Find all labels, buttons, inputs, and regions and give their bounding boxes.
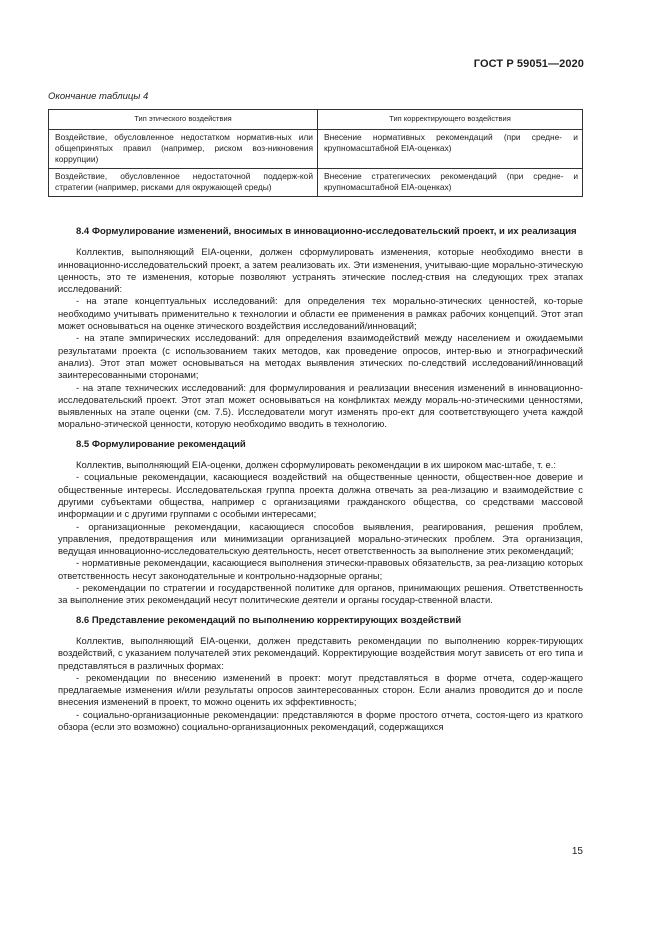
table-header-row (49, 110, 583, 130)
list-item: - социально-организационные рекомендации: представляются в форме простого отчета, состоя-щего из краткого обзора (если это возможно) социально-организационных рекомендаций, содержащихся (58, 708, 583, 732)
table-cell-correction: Внесение стратегических рекомендаций (при средне- и крупномасштабной EIA-оценках) (318, 169, 583, 197)
list-item: - на этапе концептуальных исследований: для определения тех морально-этических ценностей, ко-торые необходимо учитывать применительно к технологии и области ее применения в рамках рабочих концепций. Этот этап может основываться на оценке этического воздействия исследований/инноваций; (58, 295, 583, 332)
paragraph: Коллектив, выполняющий EIA-оценки, должен сформулировать изменения, которые необходимо внести в инновационно-исследовательский проект, а затем реализовать их. Эти изменения, учитываю-щие морально-этическую ценность, это те изменения, которые позволяют устранять этические послед-ствия на следующих трех этапах исследований: (58, 246, 583, 295)
table-cell-impact: Воздействие, обусловленное недостаточной поддерж-кой стратегии (например, рисками для окружающей среды) (49, 169, 318, 197)
list-item: - социальные рекомендации, касающиеся воздействий на общественные ценности, обществен-ное доверие и общественные интересы. Исследовательская группа проекта должна отвечать за реа-лизацию и взаимодействие с другими субъектами общества, например с организациями гражданского общества, со средствами массовой информации и с другими группами с особыми интересами; (58, 471, 583, 520)
column-header-impact: Тип этического воздействия (49, 110, 318, 130)
paragraph: Коллектив, выполняющий EIA-оценки, должен представить рекомендации по выполнению коррек-тирующих воздействий, с указанием получателей этих рекомендаций. Корректирующие воздействия могут зависеть от его типа и представляться в различных формах: (58, 634, 583, 671)
section-heading: 8.6 Представление рекомендаций по выполнению корректирующих воздействий (76, 614, 462, 626)
table-cell-correction: Внесение нормативных рекомендаций (при средне- и крупномасштабной EIA-оценках) (318, 130, 583, 169)
section-8-5 (58, 439, 583, 607)
table-row (49, 130, 583, 169)
section-heading: 8.5 Формулирование рекомендаций (76, 438, 246, 450)
list-item: - на этапе технических исследований: для формулирования и реализации внесения изменений в инновационно-исследовательский проект. Этот этап может основываться на конфликтах между мораль-но-этическими ценностями, выявленных на этапе оценки (см. 7.5). Исследователи могут изменять про-ект для соответствующего учета каждой морально-этической ценности, которую необходимо вводить в технологию. (58, 381, 583, 430)
standard-code: ГОСТ Р 59051—2020 (473, 58, 584, 70)
list-item: - рекомендации по внесению изменений в проект: могут представляться в форме отчета, содер-жащего предлагаемые изменения и/или результаты опросов заинтересованных сторон. Если анализ проводится до и после внесения изменений в проект, то можно оценить их эффективность; (58, 671, 583, 708)
table-row (49, 169, 583, 197)
column-header-correction: Тип корректирующего воздействия (318, 110, 583, 130)
list-item: - организационные рекомендации, касающиеся способов выявления, реагирования, решения проблем, управления, предотвращения или минимизации организацией морально-этических проблем. Эта организация, ведущая инновационно-исследовательскую деятельность, несет ответственность за выполнение этих рекомендаций; (58, 520, 583, 557)
page-number: 15 (571, 846, 583, 857)
section-8-4 (58, 226, 583, 431)
table-caption: Окончание таблицы 4 (48, 91, 149, 102)
section-heading: 8.4 Формулирование изменений, вносимых в инновационно-исследовательский проект, и их реализация (76, 226, 577, 237)
body-text (58, 226, 583, 741)
list-item: - нормативные рекомендации, касающиеся выполнения этически-правовых обязательств, за реа-лизацию которых ответственность несут законодательные и контрольно-надзорные органы; (58, 557, 583, 581)
section-8-6 (58, 615, 583, 734)
list-item: - на этапе эмпирических исследований: для определения взаимодействий между населением и ожидаемыми результатами проекта (с использованием таких методов, как проведение опросов, интер-вью и этнографический анализ). Этот этап может основываться на методах выявления этических по-следствий исследований/инноваций заинтересованными сторонами; (58, 332, 583, 381)
list-item: - рекомендации по стратегии и государственной политике для органов, принимающих решения. Ответственность за выполнение этих рекомендаций несут политические деятели и органы государ-ственной власти. (58, 582, 583, 606)
table-cell-impact: Воздействие, обусловленное недостатком норматив-ных или общепринятых правил (например, риском воз-никновения коррупции) (49, 130, 318, 169)
paragraph: Коллектив, выполняющий EIA-оценки, должен сформулировать рекомендации в их широком мас-штабе, т. е.: (76, 459, 556, 471)
ethical-impact-table (48, 109, 583, 197)
